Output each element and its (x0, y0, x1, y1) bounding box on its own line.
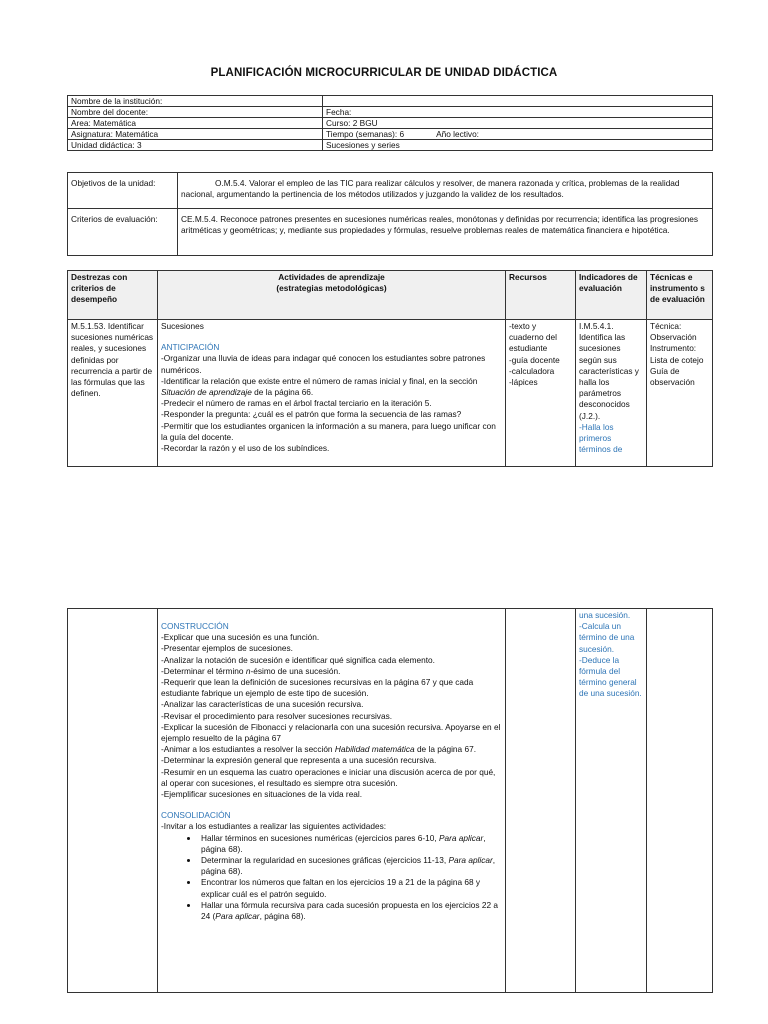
page-title: PLANIFICACIÓN MICROCURRICULAR DE UNIDAD DIDÁCTICA (210, 67, 558, 79)
indicador-item: -Calcula un término de una sucesión. (579, 621, 635, 654)
construccion-heading: CONSTRUCCIÓN (161, 621, 229, 631)
act-item: -Organizar una lluvia de ideas para indagar qué conocen los estudiantes sobre patrones numéricos. (161, 353, 486, 375)
indicador-item: una sucesión. (579, 610, 631, 620)
unidad-label: Unidad didáctica: 3 (68, 140, 323, 151)
header-destrezas: Destrezas con criterios de desempeño (68, 271, 158, 320)
asignatura-label: Asignatura: Matemática (68, 129, 323, 140)
objetivos-label: Objetivos de la unidad: (68, 173, 178, 209)
act-item: -Explicar que una sucesión es una función. (161, 632, 320, 643)
header-indicadores: Indicadores de evaluación (576, 271, 647, 320)
tema-label: Sucesiones (161, 321, 204, 331)
consolidacion-heading: CONSOLIDACIÓN (161, 810, 231, 821)
indicador-item: -Deduce la fórmula del término general de una sucesión. (579, 654, 642, 699)
actividades-table-continued (67, 608, 713, 993)
unidad-nombre: Sucesiones y series (323, 140, 713, 151)
act-item: -Analizar las características de una sucesión recursiva. (161, 699, 364, 710)
list-item: • Hallar términos en sucesiones numéricas (ejercicios pares 6-10, Para aplicar, página 68). (199, 833, 502, 855)
anio-label: Año lectivo: (436, 129, 479, 139)
act-item: -Determinar la expresión general que representa a una sucesión recursiva. (161, 755, 437, 766)
act-item: -Ejemplificar sucesiones en situaciones de la vida real. (161, 789, 363, 800)
act-item: -Animar a los estudiantes a resolver la sección Habilidad matemática de la página 67. (161, 744, 476, 755)
recurso-item: -guía docente (509, 354, 560, 365)
header-estrategias: (estrategias metodológicas) (276, 283, 387, 294)
act-item: -Identificar la relación que existe entre el número de ramas inicial y final, en la sección Situación de aprendizaje de la página 66. (161, 375, 478, 398)
criterios-label: Criterios de evaluación: (68, 209, 178, 256)
act-item: -Analizar la notación de sucesión e identificar qué significa cada elemento. (161, 654, 435, 665)
tiempo-label: Tiempo (semanas): 6 (326, 129, 405, 139)
header-tecnicas: Técnicas e instrumento s de evaluación (647, 271, 713, 320)
actividades-table (67, 270, 713, 467)
fecha-label: Fecha: (323, 107, 713, 118)
docente-label: Nombre del docente: (68, 107, 323, 118)
indicador-blue: -Halla los primeros términos de (579, 421, 623, 455)
invitar-text: -Invitar a los estudiantes a realizar las siguientes actividades: (161, 821, 387, 832)
recurso-item: -texto y cuaderno del estudiante (509, 321, 557, 354)
act-item: -Revisar el procedimiento para resolver sucesiones recursivas. (161, 710, 393, 721)
act-item: -Explicar la sucesión de Fibonacci y relacionarla con una sucesión recursiva. Apoyarse en el ejemplo resuelto de la página 67 (161, 721, 501, 744)
info-table (67, 95, 713, 151)
act-item: -Determinar el término n-ésimo de una sucesión. (161, 665, 341, 676)
list-item: • Encontrar los números que faltan en los ejercicios 19 a 21 de la página 68 y explicar cuál es el patrón seguido. (199, 877, 502, 899)
area-label: Area: Matemática (68, 118, 323, 129)
consolidacion-list (161, 833, 502, 923)
tecnicas-text: Técnica: Observación Instrumento: Lista de cotejo Guía de observación (647, 320, 713, 467)
objetivos-table (67, 172, 713, 256)
list-item: • Determinar la regularidad en sucesiones gráficas (ejercicios 11-13, Para aplicar, página 68). (199, 855, 502, 877)
act-item: -Recordar la razón y el uso de los subíndices. (161, 443, 330, 454)
act-item: -Responder la pregunta: ¿cuál es el patrón que forma la secuencia de las ramas? (161, 409, 462, 420)
act-item: -Predecir el número de ramas en el árbol fractal terciario en la iteración 5. (161, 398, 432, 409)
act-item: -Presentar ejemplos de sucesiones. (161, 643, 293, 654)
criterios-text: CE.M.5.4. Reconoce patrones presentes en sucesiones numéricas reales, monótonas y definidas por recurrencia; identifica las progresiones aritméticas y geométricas; y, mediante sus propiedades y fórmulas, resuelve problemas reales de matemática financiera e hipotética. (178, 209, 713, 256)
indicador-text: I.M.5.4.1. Identifica las sucesiones según sus características y halla los parámetros desconocidos (J.2.). (579, 321, 639, 421)
header-actividades: Actividades de aprendizaje (278, 272, 385, 282)
objetivos-text: O.M.5.4. Valorar el empleo de las TIC para realizar cálculos y resolver, de manera razonada y crítica, problemas de la realidad nacional, argumentando la pertinencia de los métodos utilizados y juzgando la validez de los resultados. (178, 173, 713, 209)
act-item: -Resumir en un esquema las cuatro operaciones e iniciar una discusión acerca de por qué, al operar con sucesiones, el resultado es siempre otra sucesión. (161, 766, 496, 788)
recurso-item: -calculadora (509, 365, 555, 376)
curso-label: Curso: 2 BGU (323, 118, 713, 129)
header-recursos: Recursos (506, 271, 576, 320)
act-item: -Permitir que los estudiantes organicen la información a su manera, para luego unificar con la guía del docente. (161, 420, 496, 442)
institucion-label: Nombre de la institución: (68, 96, 323, 107)
destreza-text: M.5.1.53. Identificar sucesiones numéricas reales, y sucesiones definidas por recurrencia a partir de las fórmulas que las definen. (68, 320, 158, 467)
list-item: • Hallar una fórmula recursiva para cada sucesión propuesta en los ejercicios 22 a 24 (Para aplicar, página 68). (199, 900, 502, 922)
act-item: -Requerir que lean la definición de sucesiones recursivas en la página 67 y que cada estudiante fabrique un ejemplo de este tipo de sucesión. (161, 677, 474, 699)
anticipacion-heading: ANTICIPACIÓN (161, 342, 220, 353)
recurso-item: -lápices (509, 377, 538, 388)
